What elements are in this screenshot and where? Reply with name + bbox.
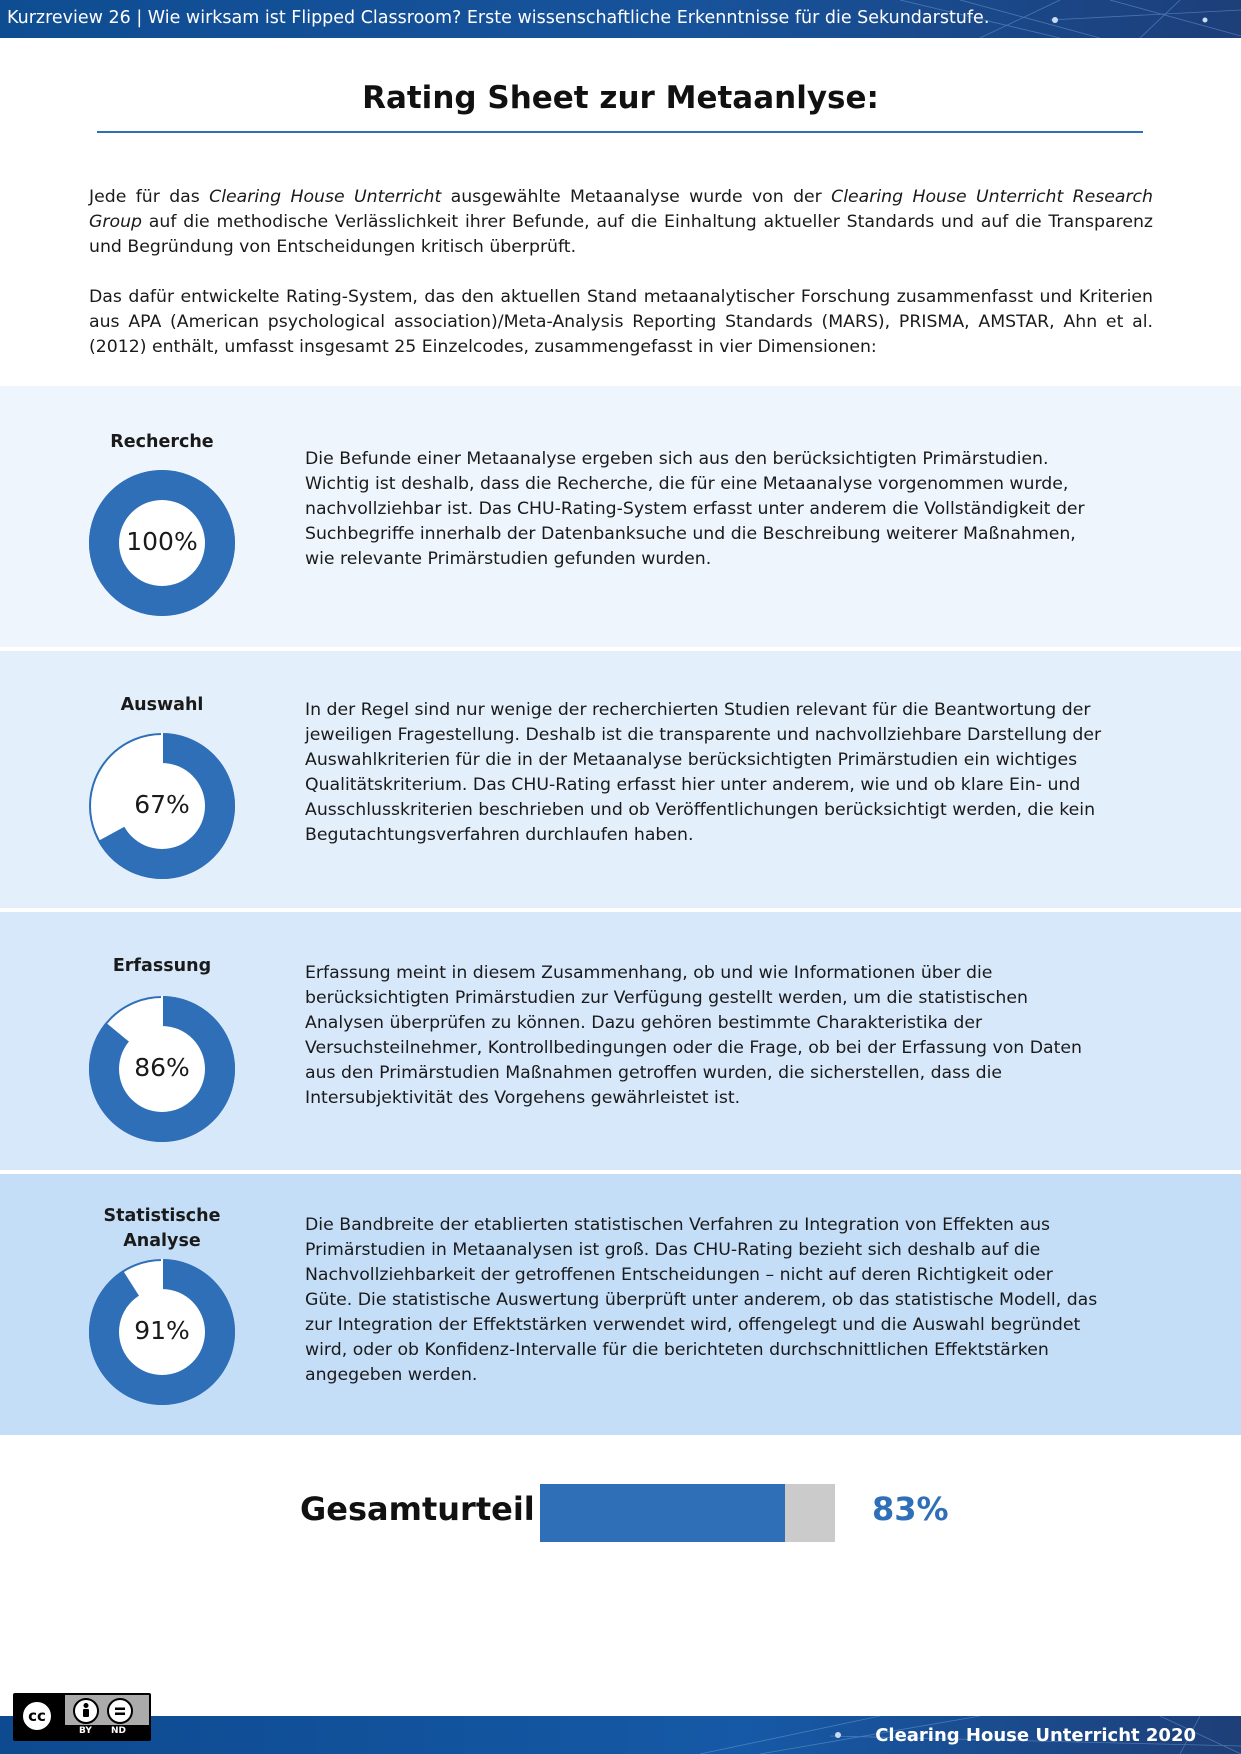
dimension-description: Die Befunde einer Metaanalyse ergeben sich aus den berücksichtigten Primärstudien. Wichtig ist deshalb, dass die Recherche, die für eine Metaanalyse vorgenommen wurde, nachvollziehbar ist. Das CHU-Rating-System erfasst unter anderem die Vollständigkeit der Suchbegriffe innerhalb der Datenbanksuche und die Beschreibung weiterer Maßnahmen, wie relevante Primärstudien gefunden wurden. xyxy=(305,449,1085,569)
header-title: Kurzreview 26 | Wie wirksam ist Flipped Classroom? Erste wissenschaftliche Erkenntnisse für die Sekundarstufe. xyxy=(7,8,990,28)
no-derivatives-icon xyxy=(107,1698,133,1724)
cc-license-badge[interactable] xyxy=(13,1693,151,1741)
intro-text: ausgewählte Metaanalyse wurde von der xyxy=(441,187,832,207)
dimension-label: Statistische Analyse xyxy=(103,1206,221,1251)
donut-percent: 67% xyxy=(134,790,190,819)
dimension-description: Erfassung meint in diesem Zusammenhang, ob und wie Informationen über die berücksichtigten Primärstudien zur Verfügung gestellt werden, um die statistischen Analysen überprüfen zu können. Dazu gehören bestimmte Charakteristika der Versuchsteilnehmer, Kontrollbedingungen oder die Frage, ob bei der Erfassung von Daten aus den Primärstudien Maßnahmen getroffen wurden, die sicherstellen, dass die Intersubjektivität des Vorgehens gewährleistet ist. xyxy=(305,963,1082,1108)
cc-by-tag: BY xyxy=(79,1726,92,1736)
dimension-label: Auswahl xyxy=(120,695,204,715)
page-title: Rating Sheet zur Metaanlyse: xyxy=(362,80,879,116)
footer-bar xyxy=(0,1716,1241,1754)
footer-text: Clearing House Unterricht 2020 xyxy=(875,1725,1196,1746)
title-underline xyxy=(97,131,1143,133)
overall-percent: 83% xyxy=(872,1490,949,1528)
dimension-label: Erfassung xyxy=(112,956,212,976)
dimension-label: Recherche xyxy=(110,432,214,452)
cc-badge-strip xyxy=(65,1725,149,1739)
intro-emphasis: Clearing House Unterricht xyxy=(209,187,442,207)
overall-bar-track xyxy=(540,1484,835,1542)
cc-logo: cc xyxy=(20,1699,54,1733)
intro-paragraph-2: Das dafür entwickelte Rating-System, das den aktuellen Stand metaanalytischer Forschung zusammenfasst und Kriterien aus APA (American psychological association)/Meta-Analysis Reporting Standards (MARS), PRISMA, AMSTAR, Ahn et al. (2012) enthält, umfasst insgesamt 25 Einzelcodes, zusammengefasst in vier Dimensionen: xyxy=(89,287,1153,357)
donut-percent: 86% xyxy=(134,1053,190,1082)
dimension-description: Die Bandbreite der etablierten statistischen Verfahren zu Integration von Effekten aus Primärstudien in Metaanalysen ist groß. Das CHU-Rating bezieht sich deshalb auf die Nachvollziehbarkeit der getroffenen Entscheidungen – nicht auf deren Richtigkeit oder Güte. Die statistische Auswertung überprüft unter anderem, ob das statistische Modell, das zur Integration der Effektstärken verwendet wird, offengelegt und die Auswahl begründet wird, oder ob Konfidenz-Intervalle für die berichteten durchschnittlichen Effektstärken angegeben werden. xyxy=(305,1215,1098,1385)
dimension-description: In der Regel sind nur wenige der recherchierten Studien relevant für die Beantwortung der jeweiligen Fragestellung. Deshalb ist die transparente und nachvollziehbare Darstellung der Auswahlkriterien für die in der Metaanalyse berücksichtigten Primärstudien ein wichtiges Qualitätskriterium. Das CHU-Rating erfasst hier unter anderem, wie und ob klare Ein- und Ausschlusskriterien beschrieben und ob Veröffentlichungen berücksichtigt werden, die kein Begutachtungsverfahren durchlaufen haben. xyxy=(305,700,1102,845)
intro-text: auf die methodische Verlässlichkeit ihrer Befunde, auf die Einhaltung aktueller Standards und auf die Transparenz und Begründung von Entscheidungen kritisch überprüft. xyxy=(89,212,1153,257)
donut-percent: 100% xyxy=(126,527,198,556)
overall-bar-fill xyxy=(540,1484,785,1542)
intro-emphasis: Clearing House Unterricht Research Group xyxy=(89,187,1154,232)
header-bar xyxy=(0,0,1241,38)
cc-nd-tag: ND xyxy=(111,1726,127,1736)
intro-paragraph-1 xyxy=(89,185,1153,260)
donut-percent: 91% xyxy=(134,1316,190,1345)
intro-text: Jede für das xyxy=(89,187,210,207)
attribution-icon xyxy=(73,1698,99,1724)
overall-label: Gesamturteil xyxy=(300,1490,535,1528)
